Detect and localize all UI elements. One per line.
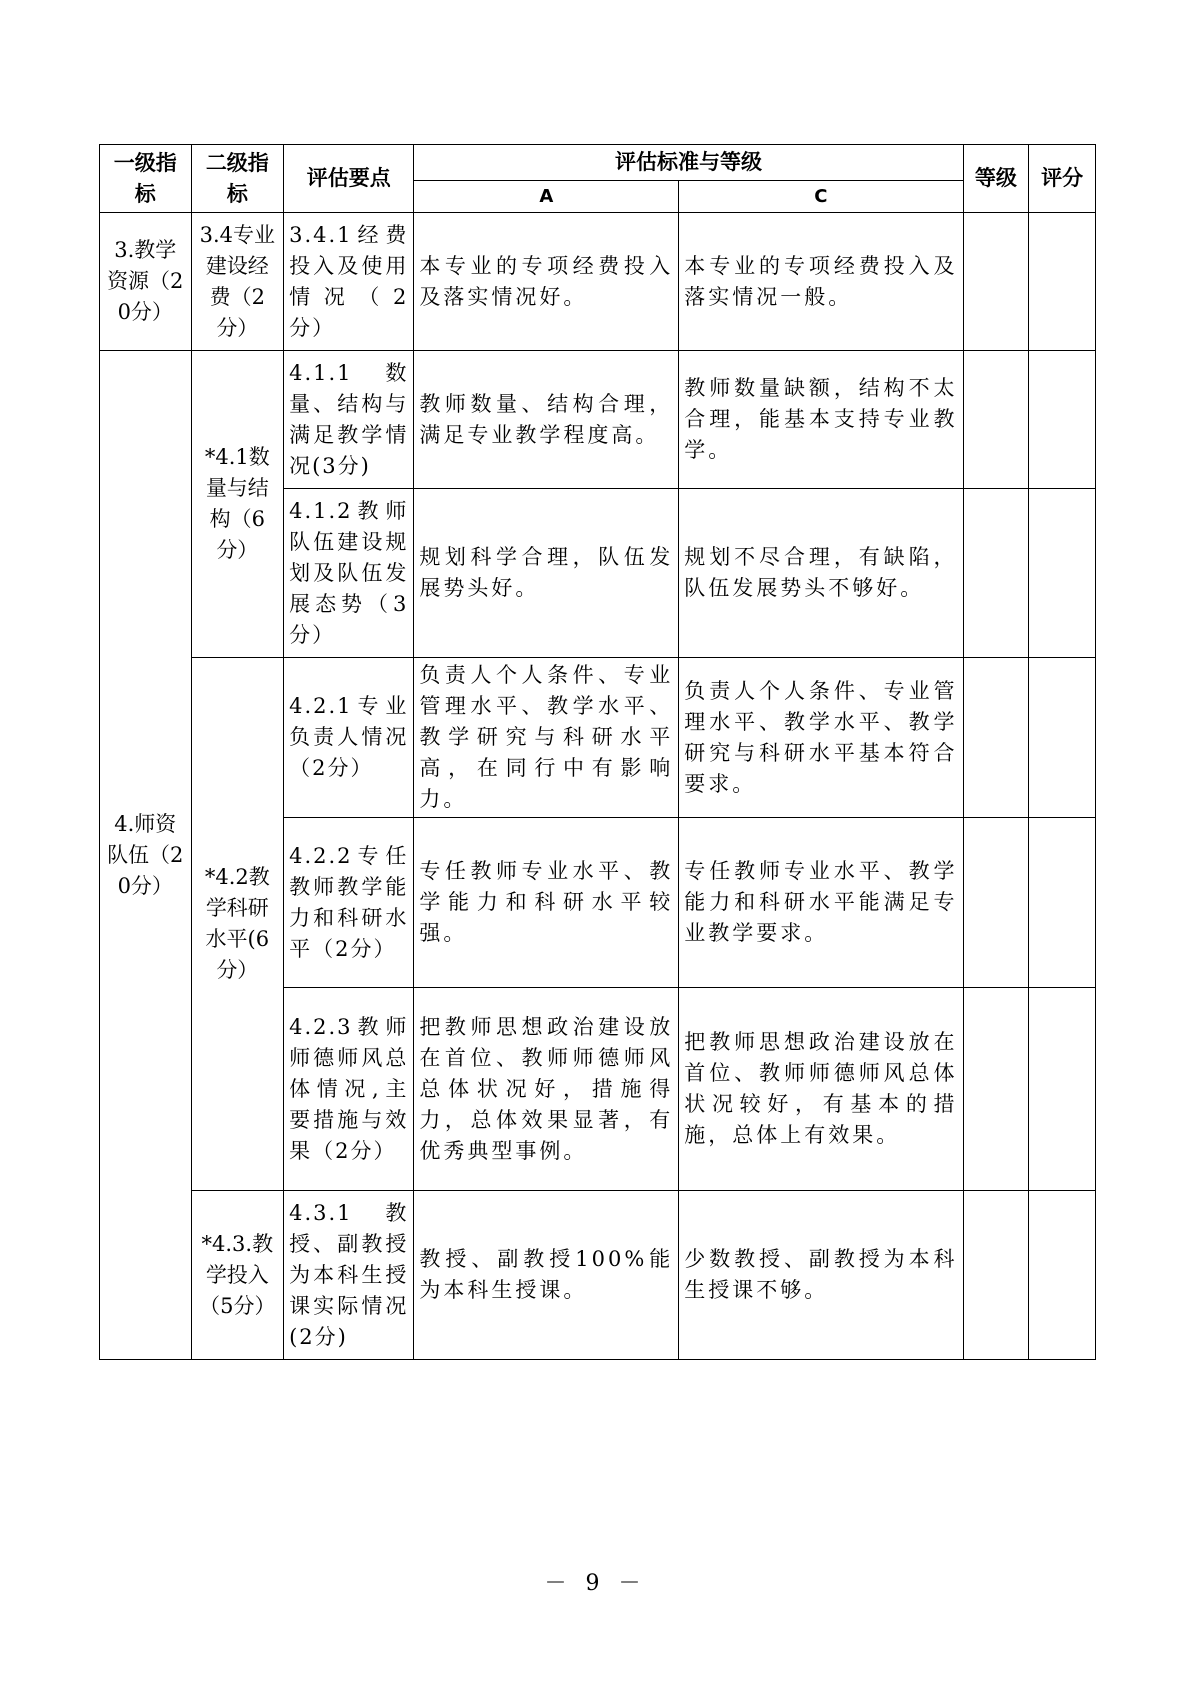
table-row	[100, 658, 1096, 818]
grade-cell[interactable]	[963, 818, 1029, 988]
header-grade-a: A	[414, 181, 679, 213]
grade-c-cell: 少数教授、副教授为本科生授课不够。	[679, 1191, 963, 1360]
grade-a-cell: 教师数量、结构合理，满足专业教学程度高。	[414, 351, 679, 489]
point-cell: 4.3.1教授、副教授为本科生授课实际情况(2分)	[284, 1191, 414, 1360]
header-standard: 评估标准与等级	[414, 145, 963, 181]
grade-c-cell: 本专业的专项经费投入及落实情况一般。	[679, 213, 963, 351]
point-cell: 3.4.1经费投入及使用情况（2分）	[284, 213, 414, 351]
grade-cell[interactable]	[963, 213, 1029, 351]
score-cell[interactable]	[1029, 489, 1096, 658]
level1-cell: 4.师资队伍（20分）	[100, 351, 192, 1360]
grade-a-cell: 规划科学合理，队伍发展势头好。	[414, 489, 679, 658]
header-score: 评分	[1029, 145, 1096, 213]
score-cell[interactable]	[1029, 1191, 1096, 1360]
grade-a-cell: 负责人个人条件、专业管理水平、教学水平、教学研究与科研水平高，在同行中有影响力。	[414, 658, 679, 818]
grade-a-cell: 专任教师专业水平、教学能力和科研水平较强。	[414, 818, 679, 988]
header-level1: 一级指标	[100, 145, 192, 213]
grade-cell[interactable]	[963, 351, 1029, 489]
table-row	[100, 213, 1096, 351]
table-row	[100, 1191, 1096, 1360]
point-cell: 4.2.1专业负责人情况（2分）	[284, 658, 414, 818]
evaluation-table	[99, 144, 1096, 1360]
header-grade: 等级	[963, 145, 1029, 213]
point-cell: 4.1.1数量、结构与满足教学情况(3分)	[284, 351, 414, 489]
header-level2: 二级指标	[191, 145, 284, 213]
grade-c-cell: 负责人个人条件、专业管理水平、教学水平、教学研究与科研水平基本符合要求。	[679, 658, 963, 818]
point-cell: 4.1.2教师队伍建设规划及队伍发展态势（3分）	[284, 489, 414, 658]
grade-c-cell: 教师数量缺额，结构不太合理，能基本支持专业教学。	[679, 351, 963, 489]
score-cell[interactable]	[1029, 351, 1096, 489]
grade-c-cell: 把教师思想政治建设放在首位、教师师德师风总体状况较好，有基本的措施，总体上有效果。	[679, 988, 963, 1191]
grade-cell[interactable]	[963, 988, 1029, 1191]
level2-cell: 3.4专业建设经费（2分）	[191, 213, 284, 351]
header-grade-c: C	[679, 181, 963, 213]
point-cell: 4.2.2专任教师教学能力和科研水平（2分）	[284, 818, 414, 988]
grade-c-cell: 规划不尽合理，有缺陷，队伍发展势头不够好。	[679, 489, 963, 658]
level2-cell: *4.2教学科研水平(6分）	[191, 658, 284, 1191]
grade-c-cell: 专任教师专业水平、教学能力和科研水平能满足专业教学要求。	[679, 818, 963, 988]
header-points: 评估要点	[284, 145, 414, 213]
grade-a-cell: 把教师思想政治建设放在首位、教师师德师风总体状况好，措施得力，总体效果显著，有优秀典型事例。	[414, 988, 679, 1191]
grade-cell[interactable]	[963, 489, 1029, 658]
level1-cell: 3.教学资源（20分）	[100, 213, 192, 351]
level2-cell: *4.3.教学投入（5分）	[191, 1191, 284, 1360]
grade-cell[interactable]	[963, 658, 1029, 818]
grade-a-cell: 教授、副教授100%能为本科生授课。	[414, 1191, 679, 1360]
table-row	[100, 351, 1096, 489]
grade-a-cell: 本专业的专项经费投入及落实情况好。	[414, 213, 679, 351]
page-number: － 9 －	[544, 1571, 647, 1596]
score-cell[interactable]	[1029, 988, 1096, 1191]
score-cell[interactable]	[1029, 658, 1096, 818]
level2-cell: *4.1数量与结构（6分）	[191, 351, 284, 658]
score-cell[interactable]	[1029, 818, 1096, 988]
point-cell: 4.2.3教师师德师风总体情况,主要措施与效果（2分）	[284, 988, 414, 1191]
score-cell[interactable]	[1029, 213, 1096, 351]
grade-cell[interactable]	[963, 1191, 1029, 1360]
